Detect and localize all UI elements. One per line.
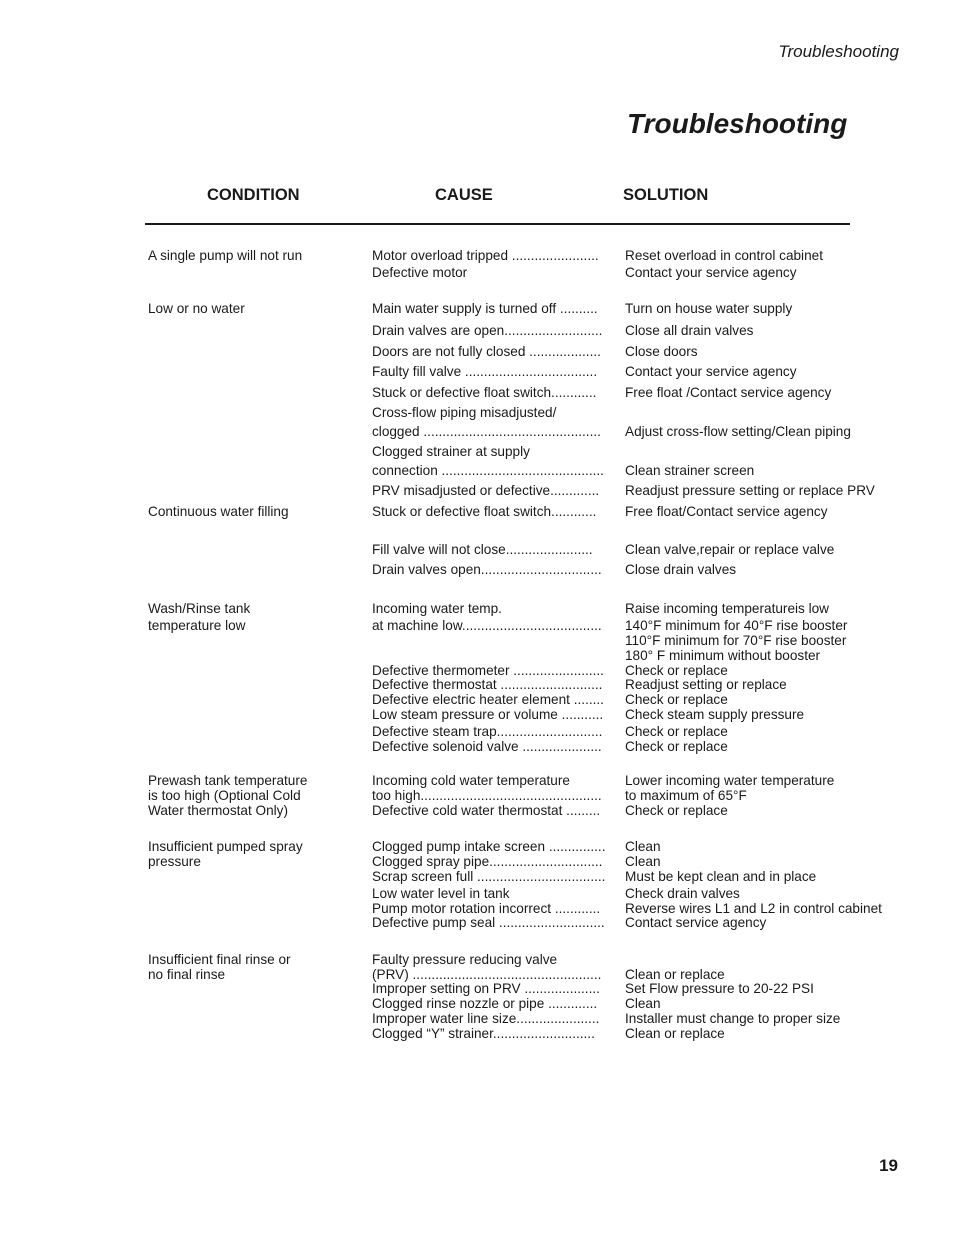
solution-text: Reverse wires L1 and L2 in control cabinet [625, 901, 882, 916]
solution-text: Close all drain valves [625, 323, 754, 338]
condition-text: Insufficient pumped spray [148, 839, 303, 854]
solution-text: Clean [625, 996, 661, 1011]
cause-text: Doors are not fully closed ................... [372, 344, 601, 359]
cause-text: Stuck or defective float switch............ [372, 385, 597, 400]
solution-text: Check drain valves [625, 886, 740, 901]
solution-text: Contact your service agency [625, 364, 797, 379]
cause-text: Drain valves open................................ [372, 562, 602, 577]
cause-text: Clogged spray pipe.............................. [372, 854, 603, 869]
condition-text: Prewash tank temperature [148, 773, 308, 788]
solution-text: Clean strainer screen [625, 463, 755, 478]
solution-text: Check or replace [625, 739, 728, 754]
solution-text: Check or replace [625, 692, 728, 707]
cause-text: Defective steam trap............................ [372, 724, 603, 739]
solution-text: Readjust pressure setting or replace PRV [625, 483, 875, 498]
solution-text: Clean or replace [625, 1026, 725, 1041]
solution-text: Check or replace [625, 724, 728, 739]
cause-text: (PRV) .................................................. [372, 967, 602, 982]
cause-text: Scrap screen full .................................. [372, 869, 606, 884]
solution-text: Lower incoming water temperature [625, 773, 835, 788]
condition-text: Low or no water [148, 301, 245, 316]
solution-text: Free float /Contact service agency [625, 385, 832, 400]
cause-text: Incoming water temp. [372, 601, 502, 616]
solution-text: Free float/Contact service agency [625, 504, 828, 519]
condition-text: Wash/Rinse tank [148, 601, 251, 616]
cause-text: Clogged rinse nozzle or pipe ............. [372, 996, 598, 1011]
page-number: 19 [879, 1156, 898, 1175]
cause-text: Stuck or defective float switch............ [372, 504, 597, 519]
solution-text: Clean [625, 839, 661, 854]
cause-text: Main water supply is turned off .......... [372, 301, 598, 316]
solution-text: Contact service agency [625, 915, 767, 930]
solution-text: Contact your service agency [625, 265, 797, 280]
cause-text: Motor overload tripped ....................... [372, 248, 599, 263]
solution-text: Close drain valves [625, 562, 737, 577]
solution-text: to maximum of 65°F [625, 788, 747, 803]
running-header: Troubleshooting [778, 42, 899, 61]
solution-text: Check or replace [625, 803, 728, 818]
condition-text: temperature low [148, 618, 246, 633]
cause-text: Defective electric heater element ........ [372, 692, 604, 707]
condition-text: is too high (Optional Cold [148, 788, 301, 803]
cause-text: Fill valve will not close....................... [372, 542, 593, 557]
cause-text: Pump motor rotation incorrect ............ [372, 901, 601, 916]
cause-text: Low water level in tank [372, 886, 510, 901]
condition-text: Continuous water filling [148, 504, 289, 519]
cause-text: Defective pump seal ............................ [372, 915, 605, 930]
cause-text: Incoming cold water temperature [372, 773, 570, 788]
cause-text: Defective thermometer ........................ [372, 663, 604, 678]
cause-text: Low steam pressure or volume ........... [372, 707, 604, 722]
cause-text: Defective solenoid valve ..................... [372, 739, 602, 754]
solution-text: Clean valve,repair or replace valve [625, 542, 835, 557]
solution-text: Clean [625, 854, 661, 869]
solution-text: Adjust cross-flow setting/Clean piping [625, 424, 851, 439]
solution-text: Turn on house water supply [625, 301, 793, 316]
cause-text: connection ........................................... [372, 463, 604, 478]
solution-text: 180° F minimum without booster [625, 648, 821, 663]
cause-text: Drain valves are open.......................... [372, 323, 603, 338]
solution-text: Set Flow pressure to 20-22 PSI [625, 981, 814, 996]
cause-text: Defective cold water thermostat ......... [372, 803, 601, 818]
condition-text: Water thermostat Only) [148, 803, 288, 818]
solution-text: Close doors [625, 344, 698, 359]
cause-text: Cross-flow piping misadjusted/ [372, 405, 557, 420]
column-header-condition: CONDITION [207, 186, 300, 204]
cause-text: Defective thermostat ........................... [372, 677, 603, 692]
solution-text: Reset overload in control cabinet [625, 248, 823, 263]
condition-text: Insufficient final rinse or [148, 952, 291, 967]
solution-text: Readjust setting or replace [625, 677, 787, 692]
solution-text: 110°F minimum for 70°F rise booster [625, 633, 847, 648]
solution-text: Check or replace [625, 663, 728, 678]
solution-text: Clean or replace [625, 967, 725, 982]
column-header-solution: SOLUTION [623, 186, 709, 204]
condition-text: pressure [148, 854, 201, 869]
condition-text: no final rinse [148, 967, 226, 982]
cause-text: at machine low..................................... [372, 618, 602, 633]
condition-text: A single pump will not run [148, 248, 303, 263]
cause-text: Clogged pump intake screen ............... [372, 839, 606, 854]
cause-text: clogged ............................................... [372, 424, 601, 439]
column-header-cause: CAUSE [435, 186, 493, 204]
page-title: Troubleshooting [627, 108, 848, 139]
cause-text: Improper water line size...................... [372, 1011, 600, 1026]
solution-text: Raise incoming temperatureis low [625, 601, 829, 616]
cause-text: Defective motor [372, 265, 468, 280]
cause-text: Faulty pressure reducing valve [372, 952, 558, 967]
cause-text: Clogged strainer at supply [372, 444, 530, 459]
solution-text: Must be kept clean and in place [625, 869, 817, 884]
solution-text: Installer must change to proper size [625, 1011, 841, 1026]
solution-text: 140°F minimum for 40°F rise booster [625, 618, 848, 633]
header-rule [145, 223, 850, 225]
cause-text: Faulty fill valve ................................... [372, 364, 598, 379]
cause-text: too high................................................ [372, 788, 602, 803]
cause-text: PRV misadjusted or defective............. [372, 483, 600, 498]
cause-text: Clogged “Y” strainer........................... [372, 1026, 595, 1041]
cause-text: Improper setting on PRV .................... [372, 981, 600, 996]
solution-text: Check steam supply pressure [625, 707, 805, 722]
